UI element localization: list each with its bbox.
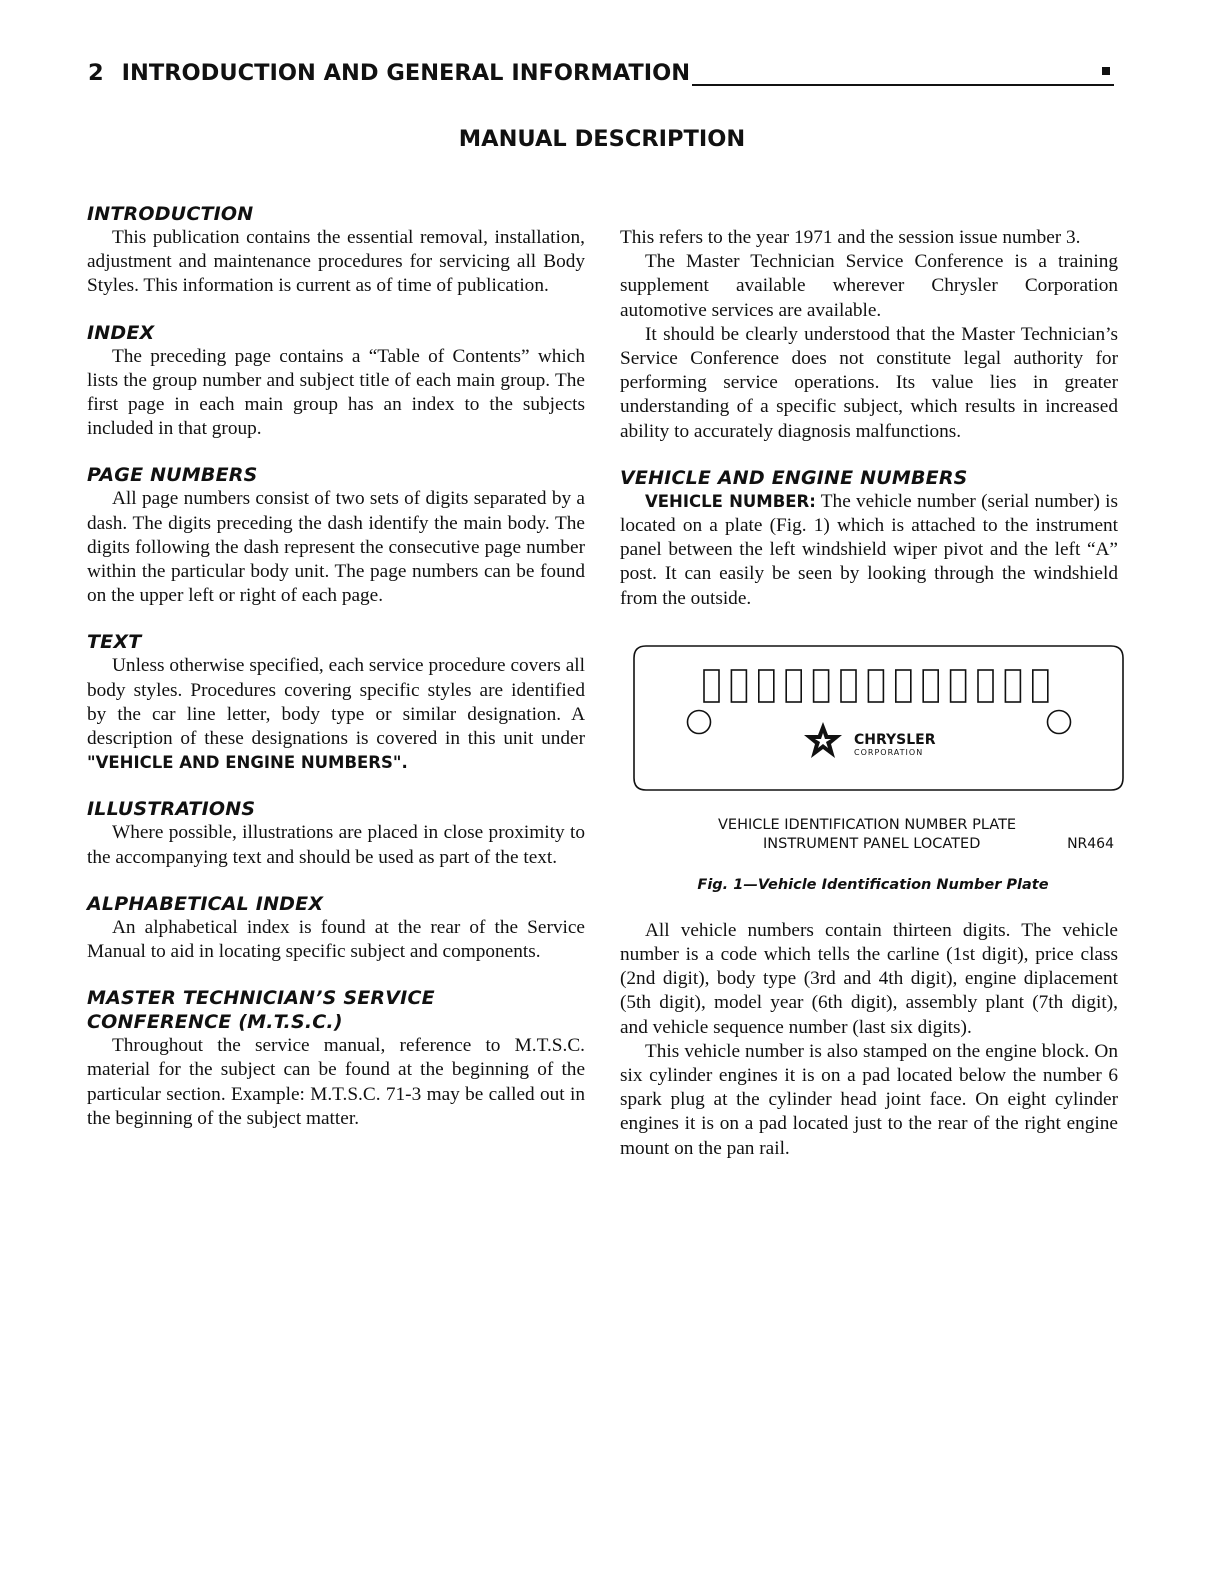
- main-title: MANUAL DESCRIPTION: [458, 126, 746, 152]
- vin-digit-box: [814, 670, 829, 702]
- header-rule: [692, 84, 1114, 86]
- figure-title: Fig. 1—Vehicle Identification Number Plate: [697, 876, 1049, 893]
- figure-caption: [620, 817, 1118, 877]
- heading-mtsc-line2: CONFERENCE (M.T.S.C.): [87, 1011, 343, 1034]
- paragraph: An alphabetical index is found at the rear of the Service Manual to aid in locating specific subject and components.: [87, 916, 585, 963]
- caption-line2: INSTRUMENT PANEL LOCATED: [763, 835, 981, 852]
- section-mtsc: [87, 986, 585, 1131]
- heading-page-numbers: PAGE NUMBERS: [87, 464, 258, 487]
- paragraph: [87, 654, 585, 775]
- cross-reference: "VEHICLE AND ENGINE NUMBERS".: [87, 753, 408, 773]
- vin-digit-box: [1033, 670, 1048, 702]
- paragraph: All page numbers consist of two sets of digits separated by a dash. The digits preceding the dash identify the main body. The digits following the dash represent the consecutive page number within the particular body unit. The page numbers can be found on the upper left or right of each page.: [87, 488, 585, 607]
- vin-digit-box: [951, 670, 966, 702]
- section-title: INTRODUCTION AND GENERAL INFORMATION: [121, 60, 691, 86]
- vehicle-number-label: VEHICLE NUMBER:: [645, 491, 816, 511]
- vin-digit-box: [1005, 670, 1020, 702]
- vin-plate-figure: [632, 644, 1125, 792]
- heading-text: TEXT: [87, 631, 142, 654]
- paragraph: Throughout the service manual, reference to M.T.S.C. material for the subject can be found at the beginning of the particular section. Example: M.T.S.C. 71-3 may be called out in the beginning of the subject matter.: [87, 1035, 585, 1129]
- figure-code: NR464: [1067, 835, 1114, 852]
- vin-digit-box: [704, 670, 719, 702]
- page-header: [88, 52, 1114, 86]
- paragraph: All vehicle numbers contain thirteen digits. The vehicle number is a code which tells the carline (1st digit), price class (2nd digit), body type (3rd and 4th digit), engine diplacement (5th digit), model year (6th digit), assembly plant (7th digit), and vehicle sequence number (last six digits).: [620, 919, 1118, 1038]
- vin-plate-drawing: [632, 644, 1125, 792]
- paragraph-text: Unless otherwise specified, each service procedure covers all body styles. Procedures covering specific styles are identified by the car line letter, body type or similar designation. A description of these designations is covered in this unit under: [87, 655, 585, 750]
- heading-illustrations: ILLUSTRATIONS: [87, 798, 256, 821]
- vin-digit-box: [786, 670, 801, 702]
- vin-digit-box: [731, 670, 746, 702]
- heading-index: INDEX: [87, 321, 155, 344]
- vin-digit-box: [896, 670, 911, 702]
- section-index: [87, 321, 585, 442]
- vin-digit-box: [841, 670, 856, 702]
- section-alphabetical-index: [87, 892, 585, 964]
- right-column: [620, 226, 1118, 1161]
- section-illustrations: [87, 797, 585, 869]
- paragraph: The Master Technician Service Conference is a training supplement available wherever Chrysler Corporation automotive services are available.: [620, 251, 1118, 321]
- paragraph: This publication contains the essential removal, installation, adjustment and maintenance procedures for servicing all Body Styles. This information is current as of time of publication.: [87, 227, 585, 297]
- caption-line1: VEHICLE IDENTIFICATION NUMBER PLATE: [718, 816, 1017, 833]
- vehicle-number-paragraph: [620, 490, 1118, 611]
- vehicle-number-text: The vehicle number (serial number) is located on a plate (Fig. 1) which is attached to the instrument panel between the left windshield wiper pivot and the left “A” post. It can easily be seen by looking through the windshield from the outside.: [620, 490, 1119, 609]
- vin-digit-box: [868, 670, 883, 702]
- heading-alphabetical-index: ALPHABETICAL INDEX: [87, 892, 324, 915]
- heading-vehicle-engine-numbers: VEHICLE AND ENGINE NUMBERS: [620, 466, 968, 489]
- header-square-mark: [1102, 67, 1110, 75]
- section-text: [87, 630, 585, 775]
- section-introduction: [87, 202, 585, 299]
- plate-brand-sub: CORPORATION: [854, 747, 924, 757]
- paragraph: It should be clearly understood that the Master Technician’s Service Conference does not constitute legal authority for performing service operations. Its value lies in greater understanding of a specific subject, which results in increased ability to accurately diagnosis malfunctions.: [620, 323, 1118, 442]
- heading-introduction: INTRODUCTION: [87, 203, 254, 225]
- paragraph: The preceding page contains a “Table of Contents” which lists the group number and subject title of each main group. The first page in each main group has an index to the subjects included in that group.: [87, 345, 585, 440]
- vin-digit-box: [923, 670, 938, 702]
- paragraph: This vehicle number is also stamped on the engine block. On six cylinder engines it is on a pad located below the number 6 spark plug at the cylinder head joint face. On eight cylinder engines it is on a pad located just to the rear of the right engine mount on the pan rail.: [620, 1040, 1118, 1159]
- continued-paragraph: This refers to the year 1971 and the session issue number 3.: [620, 227, 1081, 248]
- page-number: 2: [88, 60, 104, 86]
- paragraph: Where possible, illustrations are placed in close proximity to the accompanying text and should be used as part of the text.: [87, 822, 585, 868]
- plate-brand: CHRYSLER: [854, 731, 936, 748]
- section-page-numbers: [87, 463, 585, 608]
- vin-digit-box: [978, 670, 993, 702]
- left-column: [87, 202, 585, 1153]
- heading-mtsc-line1: MASTER TECHNICIAN’S SERVICE: [87, 987, 435, 1010]
- vin-digit-box: [759, 670, 774, 702]
